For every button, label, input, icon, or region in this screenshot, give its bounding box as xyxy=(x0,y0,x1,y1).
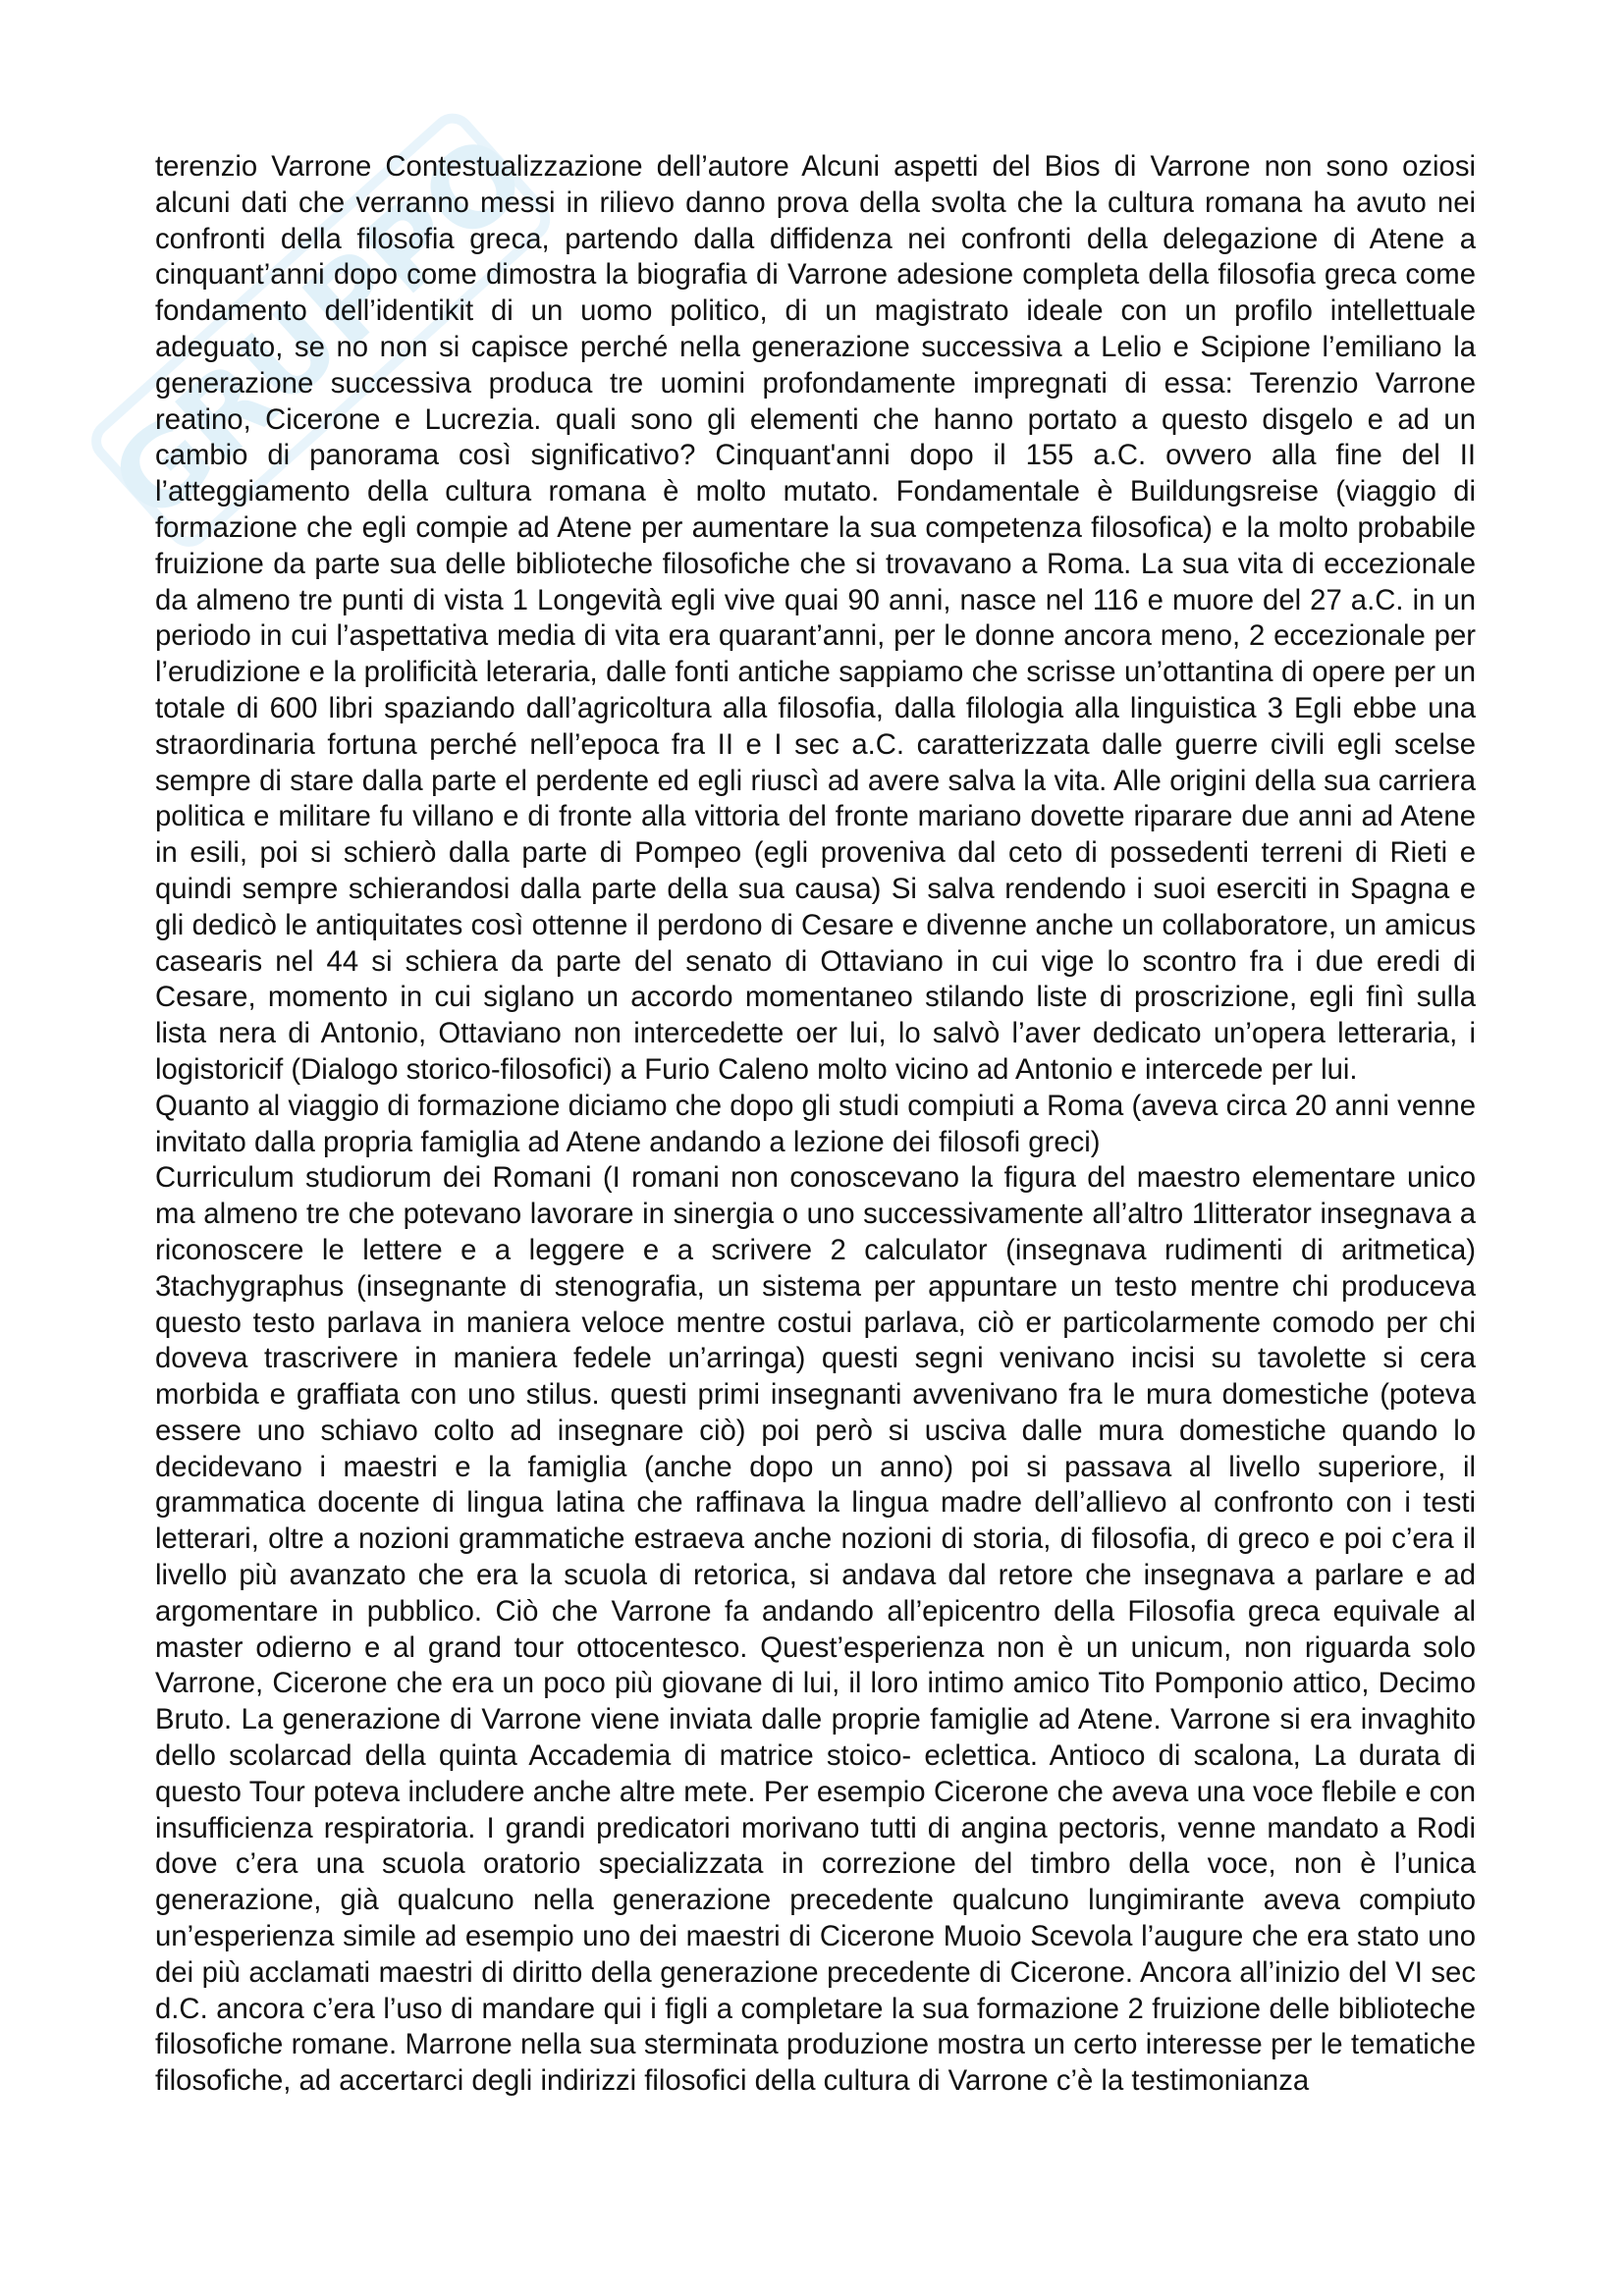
document-body xyxy=(155,149,1476,2100)
paragraph-3: Curriculum studiorum dei Romani (I romani non conoscevano la figura del maestro elementare unico ma almeno tre che potevano lavorare in sinergia o uno successivamente all’altro 1litterator insegnava a riconoscere le lettere e a leggere e a scrivere 2 calculator (insegnava rudimenti di aritmetica) 3tachygraphus (insegnante di stenografia, un sistema per appuntare un testo mentre chi produceva questo testo parlava in maniera veloce mentre costui parlava, ciò er particolarmente comodo per chi doveva trascrivere in maniera fedele un’arringa) questi segni venivano incisi su tavolette si cera morbida e graffiata con uno stilus. questi primi insegnanti avvenivano fra le mura domestiche (poteva essere uno schiavo colto ad insegnare ciò) poi però si usciva dalle mura domestiche quando lo decidevano i maestri e la famiglia (anche dopo un anno) poi si passava al livello superiore, il grammatica docente di lingua latina che raffinava la lingua madre dell’allievo al confronto con i testi letterari, oltre a nozioni grammatiche estraeva anche nozioni di storia, di filosofia, di greco e poi c’era il livello più avanzato che era la scuola di retorica, si andava dal retore che insegnava a parlare e ad argomentare in pubblico. Ciò che Varrone fa andando all’epicentro della Filosofia greca equivale al master odierno e al grand tour ottocentesco. Quest’esperienza non è un unicum, non riguarda solo Varrone, Cicerone che era un poco più giovane di lui, il loro intimo amico Tito Pomponio attico, Decimo Bruto. La generazione di Varrone viene inviata dalle proprie famiglie ad Atene. Varrone si era invaghito dello scolarcad della quinta Accademia di matrice stoico- eclettica. Antioco di scalona, La durata di questo Tour poteva includere anche altre mete. Per esempio Cicerone che aveva una voce flebile e con insufficienza respiratoria. I grandi predicatori morivano tutti di angina pectoris, venne mandato a Rodi dove c’era una scuola oratorio specializzata in correzione del timbro della voce, non è l’unica generazione, già qualcuno nella generazione precedente qualcuno lungimirante aveva compiuto un’esperienza simile ad esempio uno dei maestri di Cicerone Muoio Scevola l’augure che era stato uno dei più acclamati maestri di diritto della generazione precedente di Cicerone. Ancora all’inizio del VI sec d.C. ancora c’era l’uso di mandare qui i figli a completare la sua formazione 2 fruizione delle biblioteche filosofiche romane. Marrone nella sua sterminata produzione mostra un certo interesse per le tematiche filosofiche, ad accertarci degli indirizzi filosofici della cultura di Varrone c’è la testimonianza xyxy=(155,1161,1476,2098)
paragraph-2: Quanto al viaggio di formazione diciamo che dopo gli studi compiuti a Roma (aveva circa 20 anni venne invitato dalla propria famiglia ad Atene andando a lezione dei filosofi greci) xyxy=(155,1089,1476,1158)
paragraph-1: terenzio Varrone Contestualizzazione dell’autore Alcuni aspetti del Bios di Varrone non sono oziosi alcuni dati che verranno messi in rilievo danno prova della svolta che la cultura romana ha avuto nei confronti della filosofia greca, partendo dalla diffidenza nei confronti della delegazione di Atene a cinquant’anni dopo come dimostra la biografia di Varrone adesione completa della filosofia greca come fondamento dell’identikit di un uomo politico, di un magistrato ideale con un profilo intellettuale adeguato, se no non si capisce perché nella generazione successiva a Lelio e Scipione l’emiliano la generazione successiva produca tre uomini profondamente impregnati di essa: Terenzio Varrone reatino, Cicerone e Lucrezia. quali sono gli elementi che hanno portato a questo disgelo e ad un cambio di panorama così significativo? Cinquant'anni dopo il 155 a.C. ovvero alla fine del II l’atteggiamento della cultura romana è molto mutato. Fondamentale è Buildungsreise (viaggio di formazione che egli compie ad Atene per aumentare la sua competenza filosofica) e la molto probabile fruizione da parte sua delle biblioteche filosofiche che si trovavano a Roma. La sua vita di eccezionale da almeno tre punti di vista 1 Longevità egli vive quai 90 anni, nasce nel 116 e muore del 27 a.C. in un periodo in cui l’aspettativa media di vita era quarant’anni, per le donne ancora meno, 2 eccezionale per l’erudizione e la prolificità leteraria, dalle fonti antiche sappiamo che scrisse un’ottantina di opere per un totale di 600 libri spaziando dall’agricoltura alla filosofia, dalla filologia alla linguistica 3 Egli ebbe una straordinaria fortuna perché nell’epoca fra II e I sec a.C. caratterizzata dalle guerre civili egli scelse sempre di stare dalla parte el perdente ed egli riuscì ad avere salva la vita. Alle origini della sua carriera politica e militare fu villano e di fronte alla vittoria del fronte mariano dovette riparare due anni ad Atene in esili, poi si schierò dalla parte di Pompeo (egli proveniva dal ceto di possedenti terreni di Rieti e quindi sempre schierandosi dalla parte della sua causa) Si salva rendendo i suoi eserciti in Spagna e gli dedicò le antiquitates così ottenne il perdono di Cesare e divenne anche un collaboratore, un amicus casearis nel 44 si schiera da parte del senato di Ottaviano in cui vige lo scontro fra i due eredi di Cesare, momento in cui siglano un accordo momentaneo stilando liste di proscrizione, egli finì sulla lista nera di Antonio, Ottaviano non intercedette oer lui, lo salvò l’aver dedicato un’opera letteraria, i logistoricif (Dialogo storico-filosofici) a Furio Caleno molto vicino ad Antonio e intercede per lui. xyxy=(155,150,1476,1086)
svg-text:GRUPPO: GRUPPO xyxy=(86,110,551,546)
